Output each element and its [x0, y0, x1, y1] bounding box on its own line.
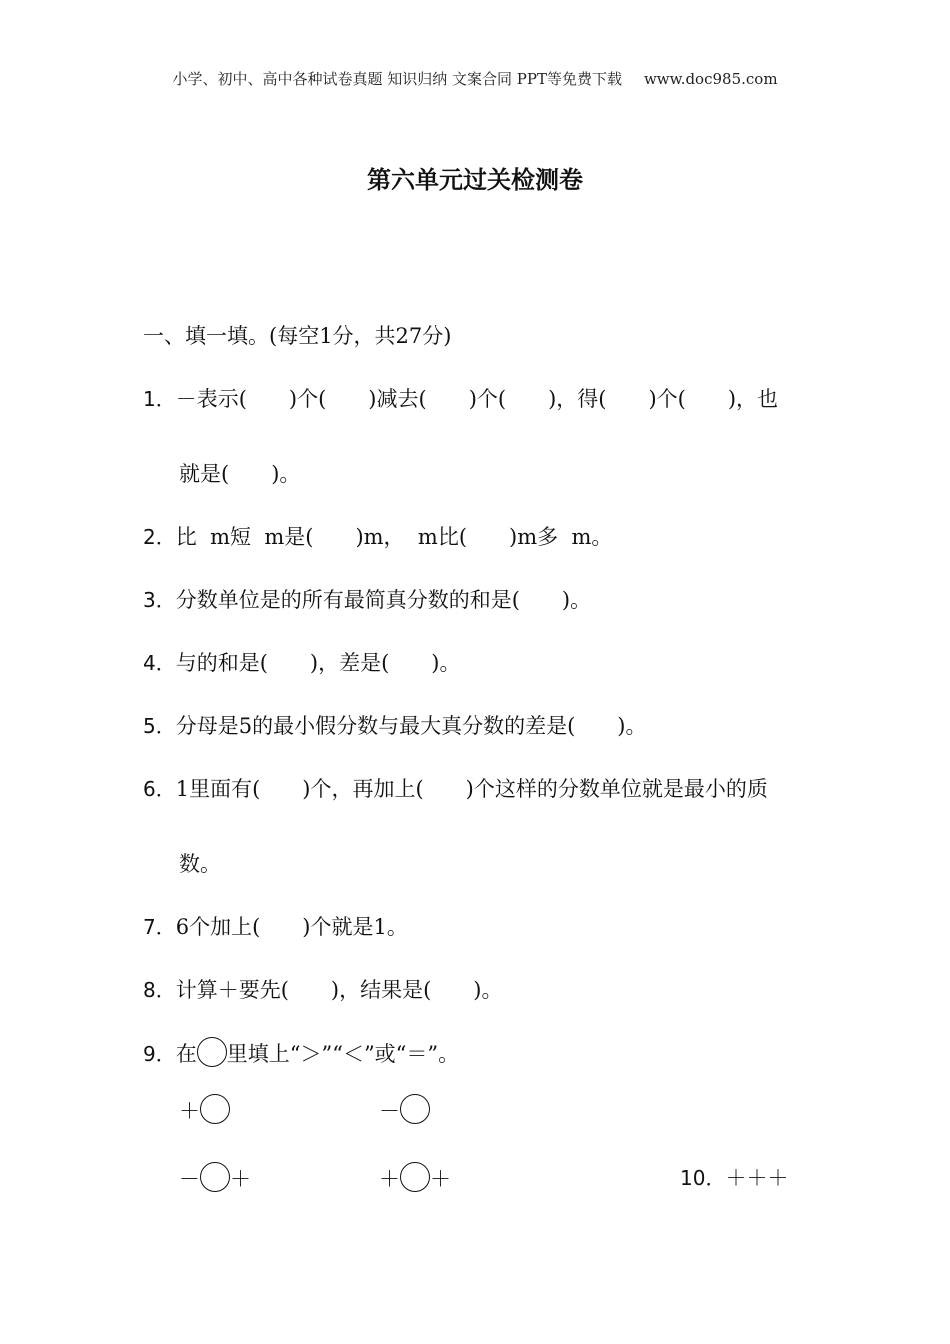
- operator: ＋: [179, 1099, 200, 1123]
- question-text: 分数单位是的所有最简真分数的和是( )。: [175, 588, 592, 612]
- question-text: 计算＋要先( )，结果是( )。: [175, 978, 503, 1002]
- question-6-continued: 数。: [179, 852, 221, 876]
- operator: ＋: [379, 1167, 400, 1191]
- page-header: [0, 68, 950, 89]
- question-text: 分母是5的最小假分数与最大真分数的差是( )。: [175, 714, 647, 738]
- question-text: 比 m短 m是( )m， m比( )m多 m。: [175, 525, 613, 549]
- compare-item-4: [379, 1162, 451, 1193]
- question-text: ＋＋＋: [725, 1166, 789, 1190]
- question-number: 5．: [143, 714, 176, 738]
- question-number: 3．: [143, 588, 176, 612]
- question-1-continued: 就是( )。: [179, 462, 301, 486]
- question-text: －表示( )个( )减去( )个( )，得( )个( )，也: [175, 387, 779, 411]
- question-number: 4．: [143, 651, 176, 675]
- operator: －: [379, 1099, 400, 1123]
- question-number: 1．: [143, 387, 176, 411]
- answer-circle-icon[interactable]: [400, 1162, 430, 1192]
- question-number: 7．: [143, 915, 176, 939]
- question-text: 1里面有( )个，再加上( )个这样的分数单位就是最小的质: [175, 777, 768, 801]
- question-7: [143, 911, 408, 941]
- header-text: 小学、初中、高中各种试卷真题 知识归纳 文案合同 PPT等免费下载: [172, 70, 622, 88]
- operator: ＋: [230, 1167, 251, 1191]
- compare-item-2: [379, 1094, 430, 1125]
- question-1: [143, 383, 778, 413]
- page-title: 第六单元过关检测卷: [367, 166, 583, 194]
- question-number: 8．: [143, 978, 176, 1002]
- compare-item-1: [179, 1094, 230, 1125]
- operator: ＋: [430, 1167, 451, 1191]
- answer-circle-icon[interactable]: [200, 1162, 230, 1192]
- question-10: [680, 1162, 788, 1192]
- question-4: [143, 647, 461, 677]
- question-text-post: 里填上“＞”“＜”或“＝”。: [226, 1042, 460, 1066]
- answer-circle-icon[interactable]: [200, 1094, 230, 1124]
- question-9: [143, 1037, 459, 1068]
- question-number: 2．: [143, 525, 176, 549]
- compare-circle-icon: [197, 1037, 227, 1067]
- operator: －: [179, 1167, 200, 1191]
- question-6: [143, 773, 768, 803]
- question-text: 与的和是( )，差是( )。: [175, 651, 461, 675]
- question-text: 6个加上( )个就是1。: [175, 915, 408, 939]
- question-5: [143, 710, 646, 740]
- question-number: 6．: [143, 777, 176, 801]
- question-2: [143, 521, 612, 551]
- header-site: www.doc985.com: [643, 70, 778, 88]
- question-number: 9．: [143, 1042, 176, 1066]
- question-8: [143, 974, 503, 1004]
- question-3: [143, 584, 591, 614]
- compare-item-3: [179, 1162, 251, 1193]
- question-number: 10．: [680, 1166, 726, 1190]
- section-heading: 一、填一填。(每空1分，共27分): [143, 324, 452, 348]
- answer-circle-icon[interactable]: [400, 1094, 430, 1124]
- question-text-pre: 在: [175, 1042, 197, 1066]
